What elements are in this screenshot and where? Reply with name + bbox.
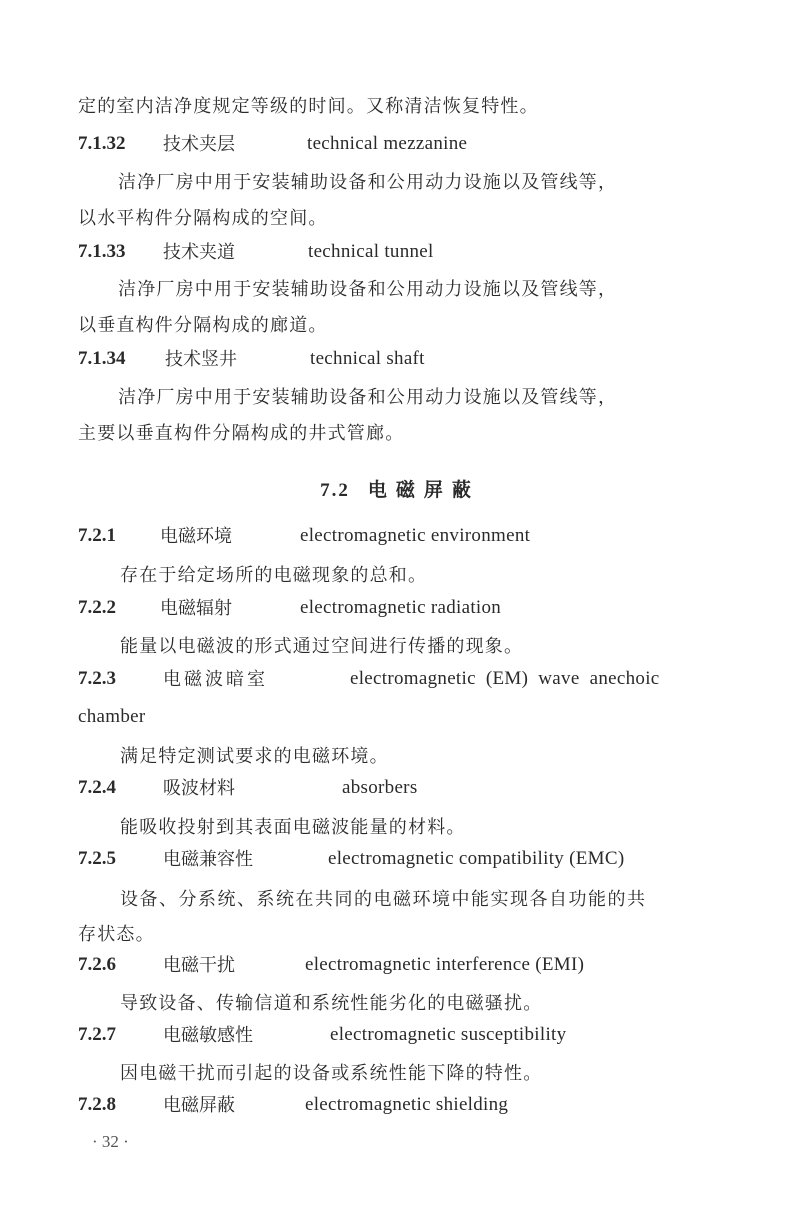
term-entry [0,1024,800,1048]
term-number: 7.2.5 [78,848,116,869]
definition: 导致设备、传输信道和系统性能劣化的电磁骚扰。 [120,993,543,1014]
term-number: 7.2.2 [78,597,116,618]
term-english: absorbers [342,777,418,798]
term-number: 7.2.8 [78,1094,116,1115]
term-chinese: 电磁环境 [160,526,232,547]
definition: 洁净厂房中用于安装辅助设备和公用动力设施以及管线等， [118,279,618,300]
paragraph-continuation: 定的室内洁净度规定等级的时间。又称清洁恢复特性。 [78,96,539,117]
term-entry [0,1094,800,1118]
term-english: electromagnetic environment [300,525,531,546]
definition: 设备、分系统、系统在共同的电磁环境中能实现各自功能的共 [120,889,647,910]
term-chinese: 技术夹层 [163,134,235,155]
definition: 主要以垂直构件分隔构成的井式管廊。 [78,423,405,444]
term-number: 7.2.7 [78,1024,116,1045]
term-english: technical tunnel [308,241,434,262]
section-number: 7.2 [320,480,350,501]
term-chinese: 电磁敏感性 [163,1025,253,1046]
term-chinese: 电磁兼容性 [163,849,253,870]
definition: 能吸收投射到其表面电磁波能量的材料。 [120,817,466,838]
term-chinese: 技术夹道 [163,242,235,263]
term-english: technical mezzanine [307,133,468,154]
term-english-continuation: chamber [78,706,146,727]
term-entry [0,525,800,549]
term-english: electromagnetic compatibility (EMC) [328,848,625,869]
term-chinese: 电磁屏蔽 [163,1095,235,1116]
term-number: 7.2.3 [78,668,116,689]
term-english: electromagnetic susceptibility [330,1024,567,1045]
term-entry [0,348,800,372]
term-english: electromagnetic interference (EMI) [305,954,585,975]
term-number: 7.1.34 [78,348,126,369]
definition: 能量以电磁波的形式通过空间进行传播的现象。 [120,636,524,657]
definition: 存状态。 [78,924,155,945]
term-chinese: 技术竖井 [165,349,237,370]
term-chinese: 吸波材料 [163,778,235,799]
term-entry [0,954,800,978]
term-number: 7.1.32 [78,133,126,154]
term-number: 7.2.6 [78,954,116,975]
definition: 以垂直构件分隔构成的廊道。 [78,315,328,336]
term-entry [0,597,800,621]
definition: 因电磁干扰而引起的设备或系统性能下降的特性。 [120,1063,543,1084]
definition: 洁净厂房中用于安装辅助设备和公用动力设施以及管线等， [118,172,618,193]
term-number: 7.2.1 [78,525,116,546]
term-chinese: 电磁辐射 [160,598,232,619]
section-title: 电磁屏蔽 [367,479,480,501]
term-english: technical shaft [310,348,425,369]
definition: 洁净厂房中用于安装辅助设备和公用动力设施以及管线等， [118,387,618,408]
section-heading [0,475,800,502]
term-chinese: 电磁波暗室 [163,669,268,690]
term-english: electromagnetic radiation [300,597,502,618]
term-entry [0,777,800,801]
page-number: · 32 · [92,1132,129,1151]
definition: 存在于给定场所的电磁现象的总和。 [120,565,428,586]
term-entry [0,241,800,265]
term-english: electromagnetic shielding [305,1094,509,1115]
term-number: 7.2.4 [78,777,116,798]
term-chinese: 电磁干扰 [163,955,235,976]
definition: 满足特定测试要求的电磁环境。 [120,746,389,767]
term-number: 7.1.33 [78,241,126,262]
definition: 以水平构件分隔构成的空间。 [78,208,328,229]
term-entry [0,668,800,692]
term-entry [0,848,800,872]
term-entry [0,133,800,157]
term-english: electromagnetic (EM) wave anechoic [350,668,660,689]
